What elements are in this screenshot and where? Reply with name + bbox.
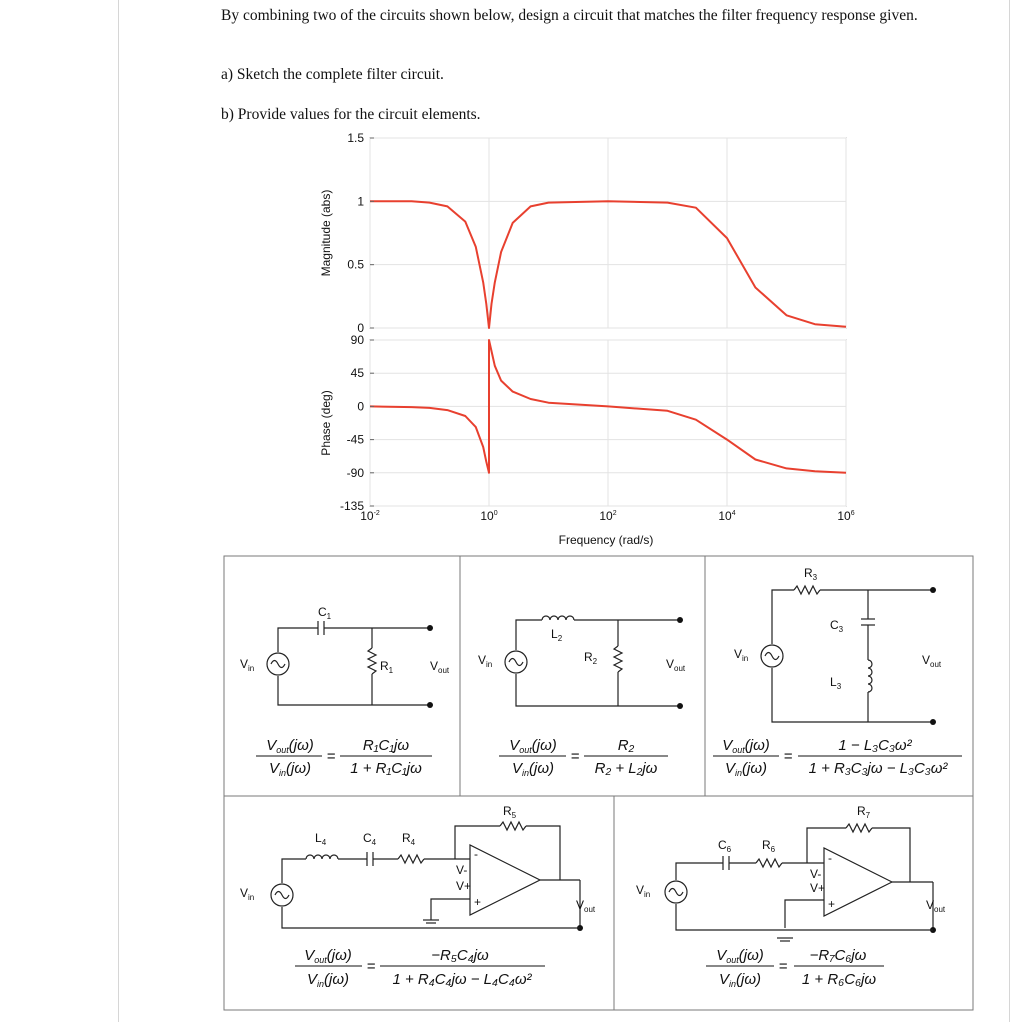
svg-text:Vin(jω): $V_{in}(j\omega)$	[511, 760, 555, 778]
svg-text:R₂ + L₂jω: R₂ + L₂jω	[594, 760, 658, 777]
phase-ytick-label: -90	[346, 465, 364, 480]
label-plus-4: +	[474, 895, 482, 909]
label-c3: $C_3$	[830, 618, 844, 634]
inductor-l3	[868, 660, 872, 692]
label-vout-3: $V_{out}$	[922, 653, 942, 669]
label-vminus-4: V-	[456, 863, 468, 877]
frequency-xtick-label: $10^2$	[599, 509, 617, 523]
magnitude-ytick-label: 0	[357, 321, 364, 335]
circuit-2	[478, 616, 686, 778]
label-vout-1: $V_{out}$	[430, 659, 450, 675]
label-vplus-4: V+	[456, 879, 472, 893]
label-vout-4: $V_{out}$	[576, 898, 596, 914]
svg-text:=: =	[778, 958, 788, 975]
phase-ytick-label: 90	[350, 333, 364, 347]
label-minus-4: -	[474, 847, 478, 861]
label-plus-5: +	[828, 897, 836, 911]
equation-3	[713, 737, 962, 778]
equation-5	[706, 947, 884, 989]
magnitude-ytick-label: 1	[357, 194, 364, 209]
label-vout-5: $V_{out}$	[926, 898, 946, 914]
equation-2	[499, 737, 668, 778]
label-r4: $R_4$	[402, 831, 416, 847]
label-c4: $C_4$	[363, 831, 377, 847]
label-r6: $R_6$	[762, 838, 776, 854]
label-vin-3: $V_{in}$	[734, 647, 749, 663]
resistor-r1	[368, 648, 376, 674]
svg-text:Vout(jω): $V_{out}(j\omega)$	[266, 737, 314, 755]
svg-text:1 + R₃C₃jω − L₃C₃ω²: 1 + R₃C₃jω − L₃C₃ω²	[808, 760, 948, 777]
svg-text:1 − L₃C₃ω²: 1 − L₃C₃ω²	[838, 737, 912, 754]
inductor-l4	[306, 855, 338, 859]
svg-text:=: =	[366, 958, 376, 975]
label-r1: $R_1$	[380, 659, 394, 675]
svg-text:1 + R₁C₁jω: 1 + R₁C₁jω	[350, 760, 422, 777]
label-vplus-5: V+	[810, 881, 826, 895]
resistor-r5	[500, 822, 526, 830]
label-l3: $L_3$	[830, 675, 842, 691]
resistor-r7	[846, 824, 872, 832]
equation-1	[256, 737, 432, 778]
svg-text:Vin(jω): $V_{in}(j\omega)$	[718, 971, 762, 989]
svg-text:−R₅C₄jω: −R₅C₄jω	[431, 947, 489, 964]
svg-text:Vin(jω): $V_{in}(j\omega)$	[268, 760, 312, 778]
label-vminus-5: V-	[810, 867, 822, 881]
svg-text:Vin(jω): $V_{in}(j\omega)$	[724, 760, 768, 778]
circuit-3	[713, 566, 962, 778]
svg-text:Vout(jω): $V_{out}(j\omega)$	[722, 737, 770, 755]
label-r3: $R_3$	[804, 566, 818, 582]
phase-ytick-label: 45	[350, 366, 364, 381]
frequency-xtick-label: $10^{-2}$	[360, 509, 380, 523]
svg-text:=: =	[783, 748, 793, 765]
svg-text:R₁C₁jω: R₁C₁jω	[362, 737, 410, 754]
label-l4: $L_4$	[315, 831, 327, 847]
question-intro: By combining two of the circuits shown below, design a circuit that matches the filter frequency response given.	[221, 7, 918, 24]
label-minus-5: -	[828, 851, 832, 865]
magnitude-ytick-label: 0.5	[347, 257, 364, 272]
label-c1: $C_1$	[318, 605, 332, 621]
magnitude-ytick-label: 1.5	[347, 131, 364, 145]
svg-text:=: =	[570, 748, 580, 765]
label-vout-2: $V_{out}$	[666, 657, 686, 673]
frequency-xtick-label: $10^6$	[837, 509, 855, 523]
resistor-r4	[398, 855, 424, 863]
phase-ytick-label: -135	[339, 499, 364, 513]
label-r5: $R_5$	[503, 804, 517, 820]
label-vin-4: $V_{in}$	[240, 886, 255, 902]
frequency-xlabel: Frequency (rad/s)	[558, 533, 654, 547]
label-c6: $C_6$	[718, 838, 732, 854]
label-r2: $R_2$	[584, 650, 598, 666]
label-vin-1: $V_{in}$	[240, 657, 255, 673]
frequency-xtick-label: $10^4$	[718, 509, 736, 523]
resistor-r6	[756, 859, 782, 867]
svg-text:R₂: R₂	[617, 737, 635, 754]
label-l2: $L_2$	[551, 627, 563, 643]
svg-text:=: =	[326, 748, 336, 765]
svg-text:1 + R₄C₄jω − L₄C₄ω²: 1 + R₄C₄jω − L₄C₄ω²	[392, 971, 532, 988]
resistor-r2	[614, 646, 622, 672]
svg-text:1 + R₆C₆jω: 1 + R₆C₆jω	[801, 971, 877, 988]
phase-ylabel: Phase (deg)	[319, 390, 333, 456]
svg-text:−R₇C₆jω: −R₇C₆jω	[809, 947, 867, 964]
question-part-a: a) Sketch the complete filter circuit.	[221, 66, 444, 83]
svg-text:Vout(jω): $V_{out}(j\omega)$	[509, 737, 557, 755]
circuit-1	[240, 605, 450, 778]
question-part-b: b) Provide values for the circuit elements.	[221, 106, 481, 123]
svg-text:Vin(jω): $V_{in}(j\omega)$	[306, 971, 350, 989]
label-vin-2: $V_{in}$	[478, 653, 493, 669]
phase-ytick-label: 0	[357, 399, 364, 414]
svg-text:Vout(jω): $V_{out}(j\omega)$	[716, 947, 764, 965]
resistor-r3	[794, 586, 820, 594]
label-vin-5: $V_{in}$	[636, 883, 651, 899]
svg-text:Vout(jω): $V_{out}(j\omega)$	[304, 947, 352, 965]
inductor-l2	[542, 616, 574, 620]
frequency-xtick-label: $10^0$	[480, 509, 498, 523]
phase-ytick-label: -45	[346, 432, 364, 447]
magnitude-ylabel: Magnitude (abs)	[319, 189, 333, 277]
label-r7: $R_7$	[857, 804, 871, 820]
circuit-5	[636, 804, 946, 989]
equation-4	[295, 947, 545, 989]
circuit-panels	[224, 556, 973, 1010]
circuit-4	[240, 804, 596, 989]
